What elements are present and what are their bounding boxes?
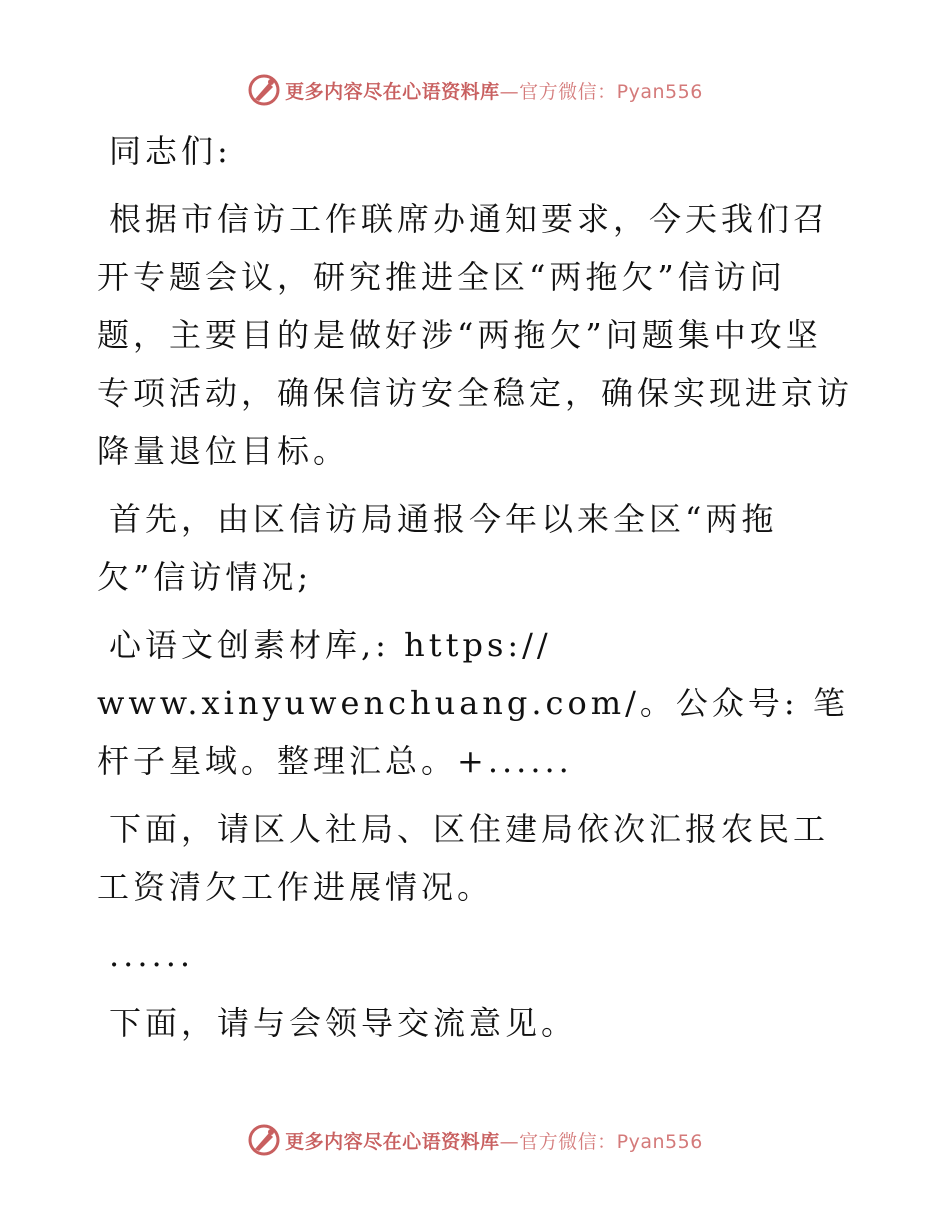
pen-nib-logo-icon (247, 1123, 281, 1157)
source-note-line1: 心语文创素材库,: https:// (109, 626, 552, 664)
pen-nib-logo-icon (247, 73, 281, 107)
header-banner (0, 70, 950, 110)
footer-banner (0, 1120, 950, 1160)
paragraph-exchange: 下面，请与会领导交流意见。 (109, 1004, 578, 1042)
salutation: 同志们: (109, 132, 232, 170)
header-banner-text: 更多内容尽在心语资料库—官方微信：Pyan556 (285, 80, 703, 103)
document-body (97, 122, 857, 1062)
paragraph-ellipsis: ...... (109, 936, 195, 974)
paragraph-purpose: 根据市信访工作联席办通知要求，今天我们召开专题会议，研究推进全区“两拖欠”信访问题，主要目的是做好涉“两拖欠”问题集中攻坚专项活动，确保信访安全稳定，确保实现进京访降量退位目标。 (97, 200, 854, 470)
paragraph-first-item: 首先，由区信访局通报今年以来全区“两拖欠”信访情况; (97, 500, 778, 596)
paragraph-report: 下面，请区人社局、区住建局依次汇报农民工工资清欠工作进展情况。 (97, 810, 830, 906)
footer-banner-text: 更多内容尽在心语资料库—官方微信：Pyan556 (285, 1130, 703, 1153)
source-note-line2: www.xinyuwenchuang.com/。公众号: 笔杆子星域。整理汇总。+...... (97, 684, 849, 780)
paragraph-source-note (97, 616, 857, 790)
